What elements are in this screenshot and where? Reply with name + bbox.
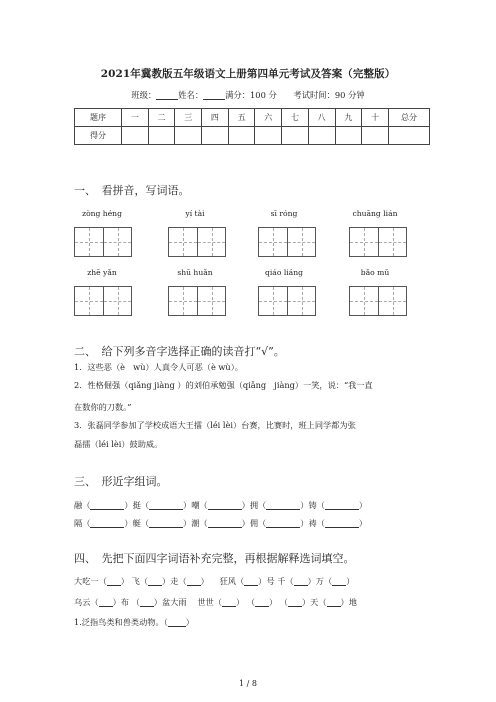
score-cell[interactable] xyxy=(122,127,149,145)
char-label: 融 xyxy=(74,500,83,510)
writing-box[interactable] xyxy=(168,286,226,316)
answer-blank[interactable] xyxy=(266,518,300,528)
answer-blank[interactable] xyxy=(107,576,121,586)
table-cell: 三 xyxy=(175,109,202,127)
text: 万 xyxy=(315,576,324,586)
section3-heading: 三、 形近字组词。 xyxy=(74,475,168,488)
answer-blank[interactable] xyxy=(168,617,186,627)
table-cell: 得分 xyxy=(75,127,122,145)
pinyin-label: yí tài xyxy=(185,209,205,218)
score-cell[interactable] xyxy=(255,127,282,145)
text: 天 xyxy=(310,597,319,607)
answer-blank[interactable] xyxy=(294,576,308,586)
writing-box[interactable] xyxy=(74,286,132,316)
answer-blank[interactable] xyxy=(187,576,201,586)
text: 1.泛指鸟类和兽类动物。（ xyxy=(74,617,168,627)
answer-blank[interactable] xyxy=(148,576,162,586)
answer-blank[interactable] xyxy=(327,597,341,607)
pinyin-label: zhē yǎn xyxy=(87,268,117,277)
score-cell[interactable] xyxy=(362,127,389,145)
class-blank[interactable] xyxy=(156,90,178,100)
score-cell[interactable] xyxy=(335,127,362,145)
score-cell[interactable] xyxy=(228,127,255,145)
char-label: 拥 xyxy=(249,500,259,510)
char-label: 铸 xyxy=(308,500,317,510)
name-label: 姓名： xyxy=(178,90,204,100)
score-label: 满分：100 分 xyxy=(225,90,277,100)
answer-blank[interactable] xyxy=(244,576,258,586)
score-cell[interactable] xyxy=(389,127,430,145)
text: 盆大雨 xyxy=(162,597,187,607)
question-text: 2．性格倔强（qiǎng jiàng ）的刘伯承勉强（qiǎng jiàng）一笑，说：“我一直 xyxy=(74,380,373,390)
score-table xyxy=(74,108,430,145)
score-cell[interactable] xyxy=(308,127,335,145)
pinyin-label: qiáo liáng xyxy=(265,268,303,277)
section1-heading: 一、 看拼音，写词语。 xyxy=(74,184,190,197)
pinyin-label: bǎo mǔ xyxy=(360,268,390,277)
table-cell: 六 xyxy=(255,109,282,127)
text: 狂风 xyxy=(219,576,236,586)
text: 地 xyxy=(348,597,357,607)
score-cell[interactable] xyxy=(282,127,309,145)
table-cell: 总分 xyxy=(389,109,430,127)
pinyin-label: shū huǎn xyxy=(177,268,213,277)
table-cell: 四 xyxy=(202,109,229,127)
document-title: 2021年冀教版五年级语文上册第四单元考试及答案（完整版） xyxy=(100,68,396,80)
score-cell[interactable] xyxy=(202,127,229,145)
answer-blank[interactable] xyxy=(266,500,300,510)
table-cell: 七 xyxy=(282,109,309,127)
answer-blank[interactable] xyxy=(222,597,236,607)
char-label: 艇 xyxy=(132,518,141,528)
question-text: 1.泛指鸟类和兽类动物。（ ） xyxy=(74,617,194,627)
answer-blank[interactable] xyxy=(90,500,124,510)
pinyin-label: chuāng lián xyxy=(352,209,398,218)
section2-heading: 二、 给下列多音字选择正确的读音打“√”。 xyxy=(74,345,285,358)
word-row: 融（ ）挺（ ）嘲（ ）拥（ ）铸（ ） xyxy=(74,500,368,510)
page-number: 1 / 8 xyxy=(239,679,257,688)
question-text: 1．这些恶（è wù）人真令人可恶（è wù）。 xyxy=(74,362,243,372)
table-cell: 九 xyxy=(335,109,362,127)
time-label: 考试时间：90 分钟 xyxy=(293,90,365,100)
score-cell[interactable] xyxy=(148,127,175,145)
answer-blank[interactable] xyxy=(255,597,269,607)
class-label: 班级： xyxy=(131,90,157,100)
question-text: 磊擂（léi lèi）鼓助威。 xyxy=(74,439,163,449)
answer-blank[interactable] xyxy=(208,518,242,528)
table-cell: 二 xyxy=(148,109,175,127)
char-label: 佣 xyxy=(249,518,259,528)
score-table-score-row xyxy=(75,127,430,145)
writing-box[interactable] xyxy=(258,227,316,257)
answer-blank[interactable] xyxy=(90,518,124,528)
section4-heading: 四、 先把下面四字词语补充完整，再根据解释选词填空。 xyxy=(74,552,355,565)
word-row: 隔（ ）艇（ ）潮（ ）佣（ ）祷（ ） xyxy=(74,518,368,528)
text: 大吃一 xyxy=(74,576,99,586)
char-label: 潮 xyxy=(191,518,200,528)
answer-blank[interactable] xyxy=(325,518,359,528)
name-blank[interactable] xyxy=(203,90,225,100)
answer-blank[interactable] xyxy=(99,597,113,607)
char-label: 挺 xyxy=(132,500,141,510)
char-label: 隔 xyxy=(74,518,83,528)
exam-info-line xyxy=(0,89,496,101)
text: 乌云 xyxy=(74,597,91,607)
answer-blank[interactable] xyxy=(208,500,242,510)
writing-box[interactable] xyxy=(258,286,316,316)
answer-blank[interactable] xyxy=(149,500,183,510)
idiom-row: 乌云（ ）布 （ ）盆大雨 世世（ ） （ ） （ ）天（ ）地 xyxy=(74,597,357,607)
question-text: 在数你的刀数。” xyxy=(74,402,132,412)
writing-box[interactable] xyxy=(349,286,407,316)
writing-box[interactable] xyxy=(349,227,407,257)
char-label: 嘲 xyxy=(191,500,200,510)
answer-blank[interactable] xyxy=(325,500,359,510)
answer-blank[interactable] xyxy=(332,576,346,586)
text: 千 xyxy=(277,576,286,586)
table-cell: 五 xyxy=(228,109,255,127)
answer-blank[interactable] xyxy=(288,597,302,607)
char-label: 祷 xyxy=(308,518,317,528)
table-cell: 题序 xyxy=(75,109,122,127)
text: 世世 xyxy=(197,597,214,607)
answer-blank[interactable] xyxy=(140,597,154,607)
idiom-row: 大吃一（ ） 飞（ ）走（ ） 狂风（ ）号 千（ ）万（ ） xyxy=(74,576,355,586)
score-cell[interactable] xyxy=(175,127,202,145)
score-table-header-row xyxy=(75,109,430,127)
text: 号 xyxy=(266,576,275,586)
pinyin-label: zòng héng xyxy=(82,209,122,218)
text: 走 xyxy=(170,576,179,586)
writing-box[interactable] xyxy=(74,227,132,257)
table-cell: 一 xyxy=(122,109,149,127)
table-cell: 八 xyxy=(308,109,335,127)
pinyin-label: sī róng xyxy=(270,209,298,218)
writing-box[interactable] xyxy=(168,227,226,257)
text: 布 xyxy=(120,597,129,607)
question-text: 3．张磊同学参加了学校成语大王擂（léi lèi）台赛，比赛时，班上同学都为张 xyxy=(74,420,356,430)
table-cell: 十 xyxy=(362,109,389,127)
text: 飞 xyxy=(131,576,140,586)
answer-blank[interactable] xyxy=(149,518,183,528)
